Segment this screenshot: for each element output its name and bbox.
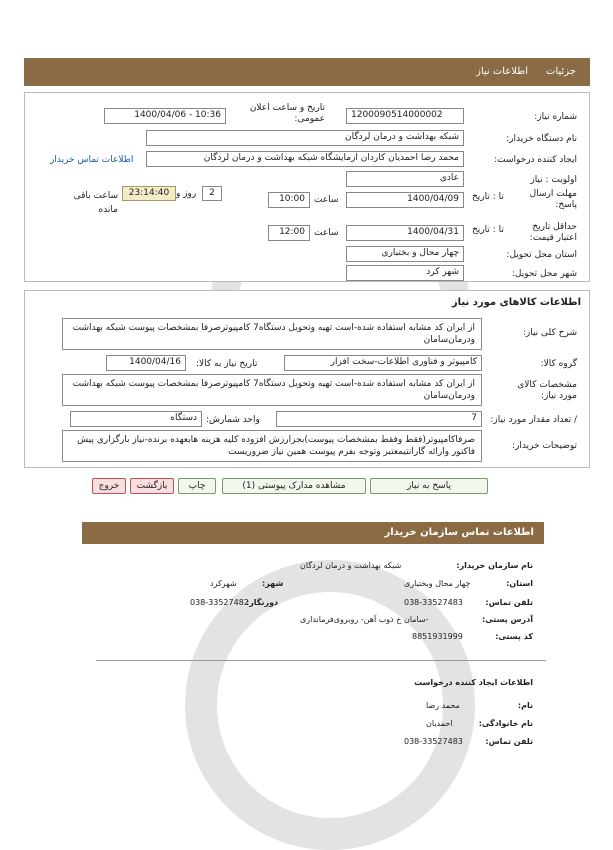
goods-group-label: گروه کالا: — [540, 359, 577, 369]
item-desc-label: مشخصات کالای مورد نیاز: — [517, 380, 577, 401]
first-name-label: نام: — [517, 701, 533, 710]
priority-field: عادی — [346, 171, 464, 187]
header-bar — [24, 58, 590, 86]
last-name-value: احمدیان — [426, 719, 453, 728]
contact-province-value: چهار محال وبختیاری — [404, 579, 471, 588]
priority-label: اولویت : نیاز — [530, 175, 577, 185]
need-date-label: تاریخ نیاز به کالا: — [196, 359, 258, 369]
province-field: چهار محال و بختیاری — [346, 246, 464, 262]
general-desc-field: از ایران کد مشابه استفاده شده-است تهیه وتحویل دستگاه7 کامپیوترصرفا بمشخصات پیوست شبکه بهداشت ودرمان‌سامان — [62, 318, 482, 350]
creator-field: محمد رضا احمدیان کاردان ازمایشگاه شبکه بهداشت و درمان لردگان — [146, 151, 464, 167]
view-attachments-button[interactable]: مشاهده مدارک پیوستی (1) — [222, 478, 366, 494]
buyer-org-field: شبکه بهداشت و درمان لردگان — [146, 130, 464, 146]
announce-label: تاریخ و ساعت اعلان عمومی: — [249, 103, 325, 124]
city-field: شهر کرد — [346, 265, 464, 281]
back-button[interactable]: بازگشت — [130, 478, 174, 494]
buyer-notes-field: صرفاکامپیوتر(فقط وفقط بمشخصات پیوست)بجزارزش افزوده کلیه هزینه هابعهده برنده-نیاز بارگزاری پیش فاکتور وارائه گارانتیمعتبر وتوجه بفرم پیوست همین نیاز ضروریست — [62, 430, 482, 462]
item-desc-field: از ایران کد مشابه استفاده شده-است تهیه وتحویل دستگاه7 کامپیوترصرفا بمشخصات پیوست شبکه بهداشت ودرمان‌سامان — [62, 374, 482, 406]
need-number-field: 1200090514000002 — [346, 108, 464, 124]
general-desc-label: شرح کلی نیاز: — [522, 328, 577, 338]
creator-info-title: اطلاعات ایجاد کننده درخواست — [414, 678, 533, 687]
need-number-label: شماره نیاز: — [534, 112, 577, 122]
creator-phone-value: 038-33527483 — [404, 737, 463, 746]
city-label: شهر محل تحویل: — [511, 269, 577, 279]
org-name-value: شبکه بهداشت و درمان لردگان — [300, 561, 402, 570]
last-name-label: نام خانوادگی: — [478, 719, 533, 728]
days-label: روز و — [176, 189, 197, 199]
deadline-time-label: ساعت — [314, 195, 339, 205]
contact-section-title: اطلاعات تماس سازمان خریدار — [384, 527, 534, 538]
contact-phone-label: تلفن تماس: — [485, 598, 533, 607]
to-date-label: تا : تاریخ — [472, 192, 504, 202]
need-date-field: 1400/04/16 — [106, 355, 186, 371]
qty-field: 7 — [276, 411, 482, 427]
creator-phone-label: تلفن تماس: — [485, 737, 533, 746]
unit-label: واحد شمارش: — [206, 415, 260, 425]
contact-header-bar — [82, 522, 544, 544]
fax-value: 038-33527482 — [190, 598, 249, 607]
price-validity-label: حداقل تاریخ اعتبار قیمت: — [529, 222, 577, 243]
goods-section-title: اطلاعات کالاهای مورد نیاز — [451, 297, 581, 308]
address-label: آدرس پستی: — [482, 615, 533, 624]
creator-label: ایجاد کننده درخواست: — [494, 155, 577, 165]
exit-button[interactable]: خروج — [92, 478, 126, 494]
price-validity-date-field: 1400/04/31 — [346, 225, 464, 241]
org-name-label: نام سازمان خریدار: — [456, 561, 533, 570]
postal-value: 8851931999 — [412, 632, 463, 641]
deadline-send-label: مهلت ارسال پاسخ: — [529, 189, 577, 210]
deadline-send-time-field: 10:00 — [268, 192, 310, 208]
first-name-value: محمد رضا — [426, 701, 460, 710]
remaining-label: ساعت باقی مانده — [73, 191, 118, 215]
divider — [96, 660, 546, 661]
contact-city-value: شهرکرد — [210, 579, 237, 588]
contact-phone-value: 038-33527483 — [404, 598, 463, 607]
print-button[interactable]: چاپ — [178, 478, 216, 494]
remaining-time-field: 23:14:40 — [122, 186, 176, 201]
qty-label: / تعداد مقدار مورد نیاز: — [490, 415, 577, 425]
address-value: -سامان خ ذوب آهن- روبروی‌فرمانداری — [300, 615, 429, 624]
buyer-notes-label: توضیحات خریدار: — [511, 441, 577, 451]
fax-label: دورنگار: — [246, 598, 279, 607]
deadline-send-date-field: 1400/04/09 — [346, 192, 464, 208]
goods-group-field: کامپیوتر و فناوری اطلاعات-سخت افزار — [284, 355, 482, 371]
contact-city-label: شهر: — [262, 579, 284, 588]
tab-details[interactable]: جزئیات — [546, 66, 576, 77]
buyer-org-label: نام دستگاه خریدار: — [506, 134, 577, 144]
unit-field: دستگاه — [70, 411, 202, 427]
announce-datetime-field: 1400/04/06 - 10:36 — [104, 108, 226, 124]
days-remaining-field: 2 — [202, 186, 222, 201]
price-validity-time-field: 12:00 — [268, 225, 310, 241]
tab-need-info[interactable]: اطلاعات نیاز — [476, 66, 528, 77]
contact-province-label: استان: — [506, 579, 533, 588]
price-to-date-label: تا : تاریخ — [472, 225, 504, 235]
postal-label: کد پستی: — [495, 632, 533, 641]
province-label: استان محل تحویل: — [506, 250, 577, 260]
reply-button[interactable]: پاسخ به نیاز — [370, 478, 488, 494]
price-time-label: ساعت — [314, 228, 339, 238]
buyer-contact-link[interactable]: اطلاعات تماس خریدار — [50, 155, 134, 165]
